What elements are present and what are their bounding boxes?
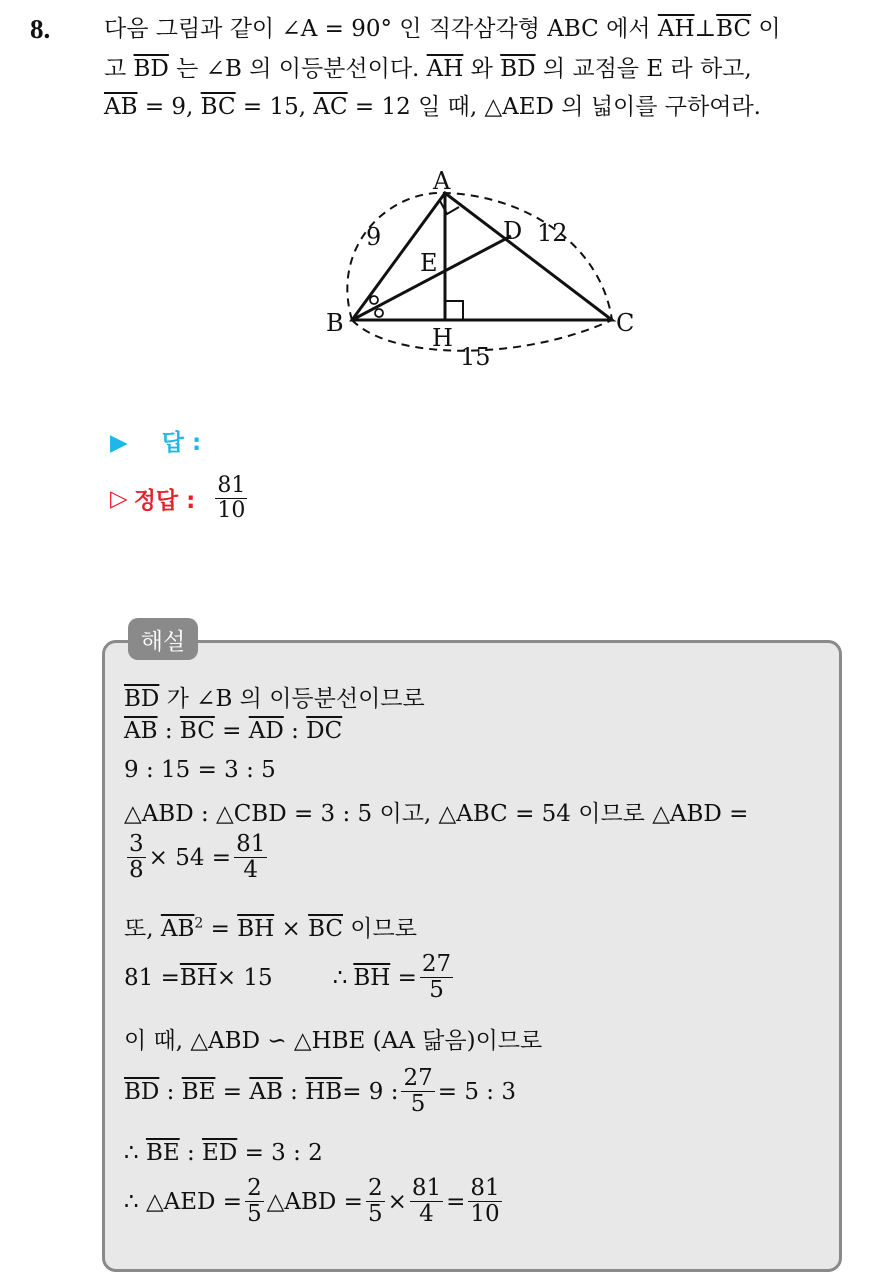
- length-ab: 9: [366, 223, 382, 251]
- label-b: B: [326, 309, 344, 337]
- label-h: H: [432, 324, 453, 352]
- solution-line-11: ∴ △AED = $\frac{2}{5}$ △ABD = $\frac{2}{5}$ × $\frac{81}{4}$ = $\frac{81}{10}$: [124, 1175, 500, 1228]
- solution-line-3: 9 : 15 = 3 : 5: [124, 757, 276, 783]
- outline-arrow-icon: ▷: [110, 485, 128, 512]
- solution-line-1: $\overline{BD}$ 가 ∠B 의 이등분선이므로: [124, 686, 425, 712]
- correct-answer-row: [110, 474, 250, 523]
- triangle-figure: [310, 160, 650, 380]
- solution-line-5: $\frac{3}{8}$ × 54 = $\frac{81}{4}$: [129, 831, 266, 884]
- solution-line-8: 이 때, △ABD ∽ △HBE (AA 닮음)이므로: [124, 1028, 543, 1054]
- label-d: D: [503, 217, 523, 245]
- solution-line-9: $\overline{BD}$ : $\overline{BE}$ = $\overline{AB}$ : $\overline{HB}$ = 9 : $\frac{27}{5}$ = 5 : 3: [124, 1065, 516, 1118]
- length-bc: 15: [460, 343, 491, 371]
- correct-answer-fraction: $\frac{81}{10}$: [217, 473, 246, 524]
- solution-line-2: $\overline{AB}$ : $\overline{BC} = \overline{AD}$ : $\overline{DC}$: [124, 718, 343, 744]
- right-angle-h: [445, 301, 463, 320]
- length-ac: 12: [537, 219, 568, 247]
- solution-tag: 해설: [128, 618, 198, 660]
- label-c: C: [616, 309, 635, 337]
- solution-line-4: △ABD : △CBD = 3 : 5 이고, △ABC = 54 이므로 △ABD =: [124, 801, 749, 827]
- angle-mark-2: [375, 309, 383, 317]
- solution-line-7: 81 = $\overline{BH}$ × 15 ∴ $\overline{BH}$ = $\frac{27}{5}$: [124, 951, 452, 1004]
- solution-line-10: ∴ $\overline{BE}$ : $\overline{ED} = 3$ : 2: [124, 1140, 323, 1166]
- label-e: E: [420, 249, 438, 277]
- play-arrow-icon: ▶: [110, 430, 128, 456]
- solution-line-6: 또, $\overline{AB}^2 = \overline{BH} \times \overline{BC}$ 이므로: [124, 915, 417, 942]
- label-a: A: [433, 167, 451, 195]
- correct-answer-label: 정답 :: [133, 488, 196, 515]
- segment-bc: $\overline{BC}$: [716, 16, 752, 42]
- question-line-1: 다음 그림과 같이 ∠A = 90° 인 직각삼각형 ABC 에서 $\overline{AH}\perp\overline{BC}$ 이: [104, 16, 781, 42]
- question-number: 8.: [30, 14, 51, 44]
- segment-ah: $\overline{AH}$: [657, 16, 695, 42]
- answer-row: [110, 424, 201, 457]
- question-line-3: $\overline{AB} = 9$, $\overline{BC} = 15$, $\overline{AC} = 12$ 일 때, △AED 의 넓이를 구하여라.: [104, 94, 761, 120]
- question-line-2: 고 $\overline{BD}$ 는 ∠B 의 이등분선이다. $\overline{AH}$ 와 $\overline{BD}$ 의 교점을 E 라 하고,: [104, 56, 752, 82]
- answer-label: 답 :: [161, 430, 202, 456]
- angle-mark-1: [370, 296, 378, 304]
